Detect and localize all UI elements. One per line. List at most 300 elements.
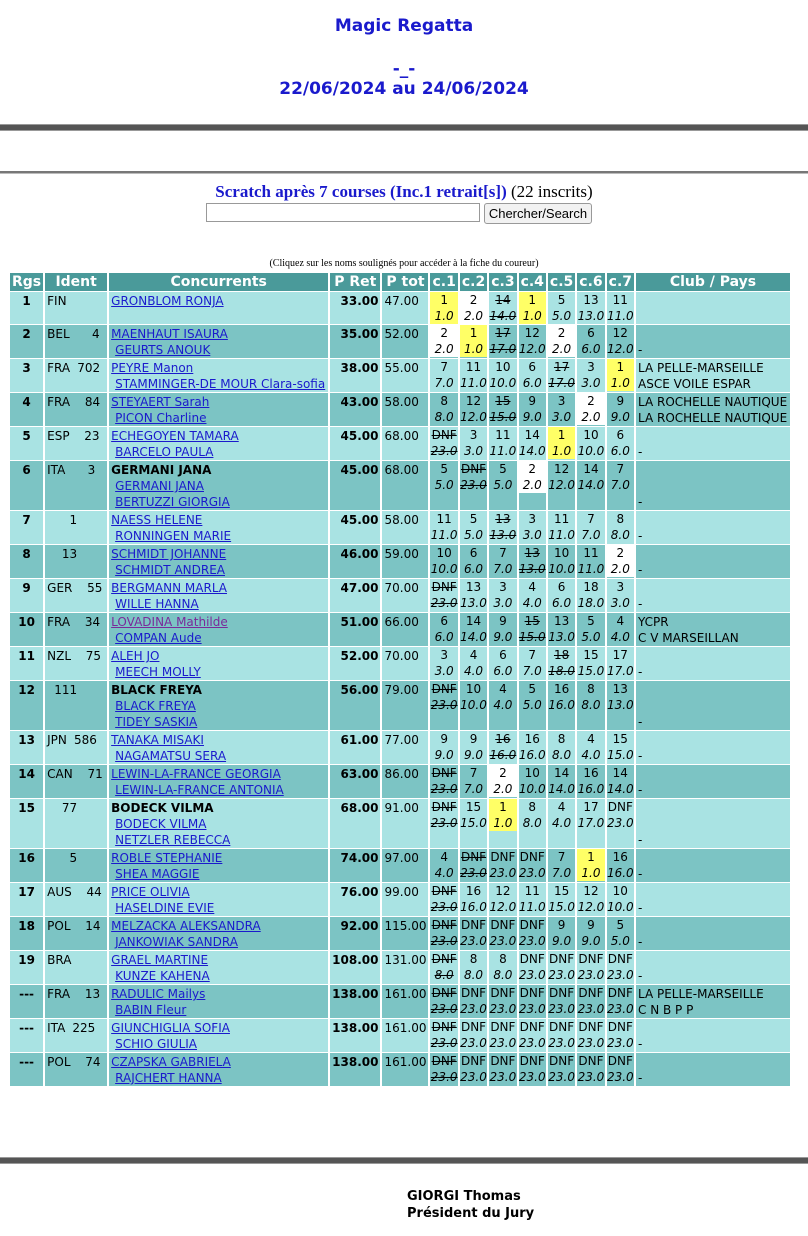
race-score: 9.0 <box>552 934 572 948</box>
race-score: 23.0 <box>489 1002 517 1016</box>
competitor-link[interactable]: LOVADINA Mathilde <box>111 615 228 629</box>
competitor-link[interactable]: RONNINGEN MARIE <box>115 529 232 543</box>
race-score: 15.0 <box>577 664 605 678</box>
competitors-cell <box>109 731 328 764</box>
race-score: 5.0 <box>434 478 454 492</box>
race-place: 17 <box>612 648 628 662</box>
competitor-link[interactable]: RAJCHERT HANNA <box>115 1071 222 1085</box>
club-cell <box>636 545 790 578</box>
rank-cell: 1 <box>10 292 43 324</box>
competitor-link[interactable]: NAESS HELENE <box>111 513 203 527</box>
race-place: 12 <box>612 326 628 340</box>
competitors-cell <box>109 883 328 916</box>
competitors-cell <box>109 511 328 544</box>
col-header-ident: Ident <box>45 273 107 291</box>
race-result-cell <box>430 917 457 950</box>
race-place: 11 <box>524 884 540 898</box>
race-score: 15.0 <box>518 630 546 644</box>
competitor-link[interactable]: STEYAERT Sarah <box>111 395 210 409</box>
race-score: 9.0 <box>522 410 542 424</box>
footer-divider <box>0 1157 808 1164</box>
race-place: 5 <box>469 512 478 526</box>
crew-entry <box>111 986 326 1002</box>
crew-entry <box>111 664 326 680</box>
race-score: 23.0 <box>430 1036 458 1050</box>
competitor-link[interactable]: TANAKA MISAKI <box>111 733 204 747</box>
race-result-cell <box>548 731 575 764</box>
total-points-cell: 52.00 <box>382 325 428 358</box>
net-points-cell: 138.00 <box>330 1019 380 1052</box>
crew-entry <box>111 580 326 596</box>
rank-cell: 4 <box>10 393 43 426</box>
competitor-link[interactable]: PRICE OLIVIA <box>111 885 190 899</box>
race-score: 23.0 <box>518 934 546 948</box>
competitor-link[interactable]: LEWIN-LA-FRANCE ANTONIA <box>115 783 284 797</box>
nation-code: GER <box>47 581 73 595</box>
nation-code: JPN <box>47 733 67 747</box>
nation-code: FRA <box>47 615 71 629</box>
race-score: 23.0 <box>548 1036 575 1050</box>
net-points-cell: 51.00 <box>330 613 380 646</box>
competitor-link[interactable]: PEYRE Manon <box>111 361 194 375</box>
net-points-cell: 52.00 <box>330 647 380 680</box>
race-score: 5.0 <box>463 528 484 542</box>
competitor-link[interactable]: ALEH JO <box>111 649 160 663</box>
competitor-link[interactable]: BERTUZZI GIORGIA <box>115 495 230 509</box>
net-points-cell: 45.00 <box>330 511 380 544</box>
competitor-link[interactable]: SHEA MAGGIE <box>115 867 200 881</box>
race-score: 23.0 <box>548 1070 575 1084</box>
race-score: 9.0 <box>493 630 513 644</box>
rank-cell: --- <box>10 1053 43 1086</box>
table-row <box>10 325 790 358</box>
race-score: 15.0 <box>489 410 517 424</box>
race-result-cell <box>577 799 604 848</box>
col-header-race-3: c.3 <box>491 274 515 290</box>
rank-cell: 12 <box>10 681 43 730</box>
race-score: 23.0 <box>460 1036 487 1050</box>
race-result-cell <box>607 951 634 984</box>
race-place: 9 <box>557 918 566 932</box>
race-place: DNF <box>607 952 633 966</box>
race-score: 4.0 <box>493 698 513 712</box>
race-score: 23.0 <box>460 1002 487 1016</box>
race-score: 2.0 <box>577 409 604 425</box>
race-score: 6.0 <box>610 444 630 458</box>
competitor-link[interactable]: BERGMANN MARLA <box>111 581 227 595</box>
race-score: 23.0 <box>489 1036 517 1050</box>
competitor-link[interactable]: SCHMIDT ANDREA <box>115 563 225 577</box>
race-place: 1 <box>430 292 457 308</box>
race-place: 11 <box>612 293 628 307</box>
total-points-cell: 115.00 <box>382 917 428 950</box>
sail-number: 586 <box>74 733 97 747</box>
rank-cell: 5 <box>10 427 43 460</box>
race-place: 13 <box>583 293 599 307</box>
race-result-cell <box>489 359 516 392</box>
competitor-link[interactable]: GIUNCHIGLIA SOFIA <box>111 1021 230 1035</box>
race-place: DNF <box>431 580 457 594</box>
competitor-link[interactable]: NETZLER REBECCA <box>115 833 231 847</box>
competitor-link[interactable]: BODECK VILMA <box>115 817 207 831</box>
competitor-link[interactable]: BABIN Fleur <box>115 1003 187 1017</box>
rank-cell: 15 <box>10 799 43 848</box>
regatta-title: Magic Regatta <box>334 16 474 36</box>
race-result-cell <box>577 427 604 460</box>
club-name <box>638 1020 788 1036</box>
rank-cell: 2 <box>10 325 43 358</box>
race-score: 1.0 <box>548 443 575 459</box>
crew-entry <box>111 630 326 646</box>
competitor-link[interactable]: GRONBLOM RONJA <box>111 294 224 308</box>
club-name: - <box>638 597 643 611</box>
competitor-link[interactable]: STAMMINGER-DE MOUR Clara-sofia <box>115 377 326 391</box>
col-header-race-1: c.1 <box>432 274 456 290</box>
race-place: DNF <box>431 952 457 966</box>
total-points-cell: 58.00 <box>382 393 428 426</box>
race-result-cell <box>519 951 546 984</box>
race-result-cell <box>519 1053 546 1086</box>
race-score: 23.0 <box>460 934 487 948</box>
race-score: 5.0 <box>522 698 542 712</box>
race-place: 10 <box>583 428 599 442</box>
race-result-cell <box>430 325 457 358</box>
club-name: - <box>638 969 643 983</box>
net-points-cell: 74.00 <box>330 849 380 882</box>
club-name: LA PELLE-MARSEILLE <box>638 361 764 375</box>
race-result-cell <box>460 883 487 916</box>
race-result-cell <box>548 799 575 848</box>
competitor-link[interactable]: SCHMIDT JOHANNE <box>111 547 227 561</box>
ident-cell <box>45 647 107 680</box>
race-place: DNF <box>549 1054 575 1068</box>
race-result-cell <box>607 359 634 392</box>
search-button[interactable]: Chercher/Search <box>484 203 592 224</box>
net-points-cell: 45.00 <box>330 427 380 460</box>
race-score: 14.0 <box>518 444 546 458</box>
competitor-link[interactable]: GERMANI JANA <box>115 479 204 493</box>
race-result-cell <box>460 545 487 578</box>
race-result-cell <box>607 799 634 848</box>
table-row <box>10 511 790 544</box>
crew-entry <box>111 884 326 900</box>
club-name <box>638 816 788 832</box>
race-score: 2.0 <box>430 341 457 357</box>
rank-cell: 8 <box>10 545 43 578</box>
race-place: DNF <box>578 1020 604 1034</box>
jury-president-name: GIORGI Thomas <box>407 1189 521 1204</box>
race-score: 16.0 <box>577 782 605 796</box>
race-place: DNF <box>519 1020 545 1034</box>
race-score: 11.0 <box>460 376 487 390</box>
club-cell <box>636 849 790 882</box>
race-score: 8.0 <box>522 816 542 830</box>
race-score: 5.0 <box>581 630 601 644</box>
club-cell <box>636 359 790 392</box>
competitor-link[interactable]: CZAPSKA GABRIELA <box>111 1055 231 1069</box>
race-result-cell <box>607 849 634 882</box>
search-input[interactable] <box>206 203 480 222</box>
race-place: 9 <box>587 918 595 932</box>
competitors-cell <box>109 681 328 730</box>
race-place: 8 <box>528 800 537 814</box>
club-name: C N B P P <box>638 1003 694 1017</box>
race-place: 14 <box>465 614 482 628</box>
race-score: 23.0 <box>577 1002 605 1016</box>
race-score: 1.0 <box>519 308 546 324</box>
crew-entry <box>111 816 326 832</box>
race-place: 3 <box>616 580 625 594</box>
competitor-link[interactable]: COMPAN Aude <box>115 631 202 645</box>
race-result-cell <box>607 461 634 510</box>
col-header-race-2: c.2 <box>461 274 486 290</box>
race-result-cell <box>577 292 604 324</box>
race-result-cell <box>460 579 487 612</box>
competitor-link[interactable]: KUNZE KAHENA <box>115 969 210 983</box>
race-result-cell <box>519 647 546 680</box>
race-score: 23.0 <box>577 1070 605 1084</box>
race-result-cell <box>489 951 516 984</box>
race-score: 13.0 <box>606 698 634 712</box>
club-cell <box>636 985 790 1018</box>
race-result-cell <box>519 849 546 882</box>
sail-number: 23 <box>84 429 100 443</box>
competitor-link[interactable]: RADULIC Mailys <box>111 987 206 1001</box>
race-result-cell <box>430 849 457 882</box>
race-place: 2 <box>460 292 487 308</box>
race-result-cell <box>519 917 546 950</box>
club-name <box>638 884 788 900</box>
competitor-link[interactable]: BARCELO PAULA <box>115 445 214 459</box>
total-points-cell: 161.00 <box>382 1053 428 1086</box>
total-points-cell: 66.00 <box>382 613 428 646</box>
race-result-cell <box>519 545 546 578</box>
table-row <box>10 545 790 578</box>
competitor-link[interactable]: MEECH MOLLY <box>115 665 201 679</box>
race-result-cell <box>548 461 575 510</box>
competitor-link[interactable]: GEURTS ANOUK <box>115 343 211 357</box>
ident-cell <box>45 849 107 882</box>
race-place: DNF <box>460 850 487 864</box>
net-points-cell: 43.00 <box>330 393 380 426</box>
table-row <box>10 799 790 848</box>
sail-number: 71 <box>87 767 103 781</box>
total-points-cell: 161.00 <box>382 1019 428 1052</box>
race-result-cell <box>489 579 516 612</box>
race-score: 23.0 <box>606 1002 634 1016</box>
race-score: 5.0 <box>493 478 513 492</box>
sail-number: 702 <box>77 361 101 375</box>
race-result-cell <box>607 613 634 646</box>
ident-cell <box>45 325 107 358</box>
total-points-cell: 55.00 <box>382 359 428 392</box>
race-result-cell <box>548 985 575 1018</box>
boat-name: BLACK FREYA <box>111 683 202 697</box>
race-score: 5.0 <box>610 934 630 948</box>
race-place: 6 <box>440 614 448 628</box>
race-place: DNF <box>431 766 457 780</box>
race-result-cell <box>519 359 546 392</box>
race-score: 9.0 <box>581 934 601 948</box>
club-name: C V MARSEILLAN <box>638 631 739 645</box>
nation-code: AUS <box>47 885 72 899</box>
race-place: DNF <box>519 1054 545 1068</box>
competitor-link[interactable]: LEWIN-LA-FRANCE GEORGIA <box>111 767 281 781</box>
total-points-cell: 161.00 <box>382 985 428 1018</box>
total-points-cell: 70.00 <box>382 647 428 680</box>
crew-entry <box>111 512 326 528</box>
race-place: 17 <box>553 360 570 374</box>
race-result-cell <box>519 325 546 358</box>
race-score: 12.0 <box>460 410 487 424</box>
race-result-cell <box>577 1019 604 1052</box>
race-result-cell <box>430 681 457 730</box>
race-result-cell <box>460 731 487 764</box>
club-name <box>638 766 788 782</box>
race-place: 9 <box>440 732 448 746</box>
race-score: 10.0 <box>518 782 546 796</box>
crew-entry <box>111 1002 326 1018</box>
total-points-cell: 68.00 <box>382 427 428 460</box>
nation-code: POL <box>47 919 71 933</box>
race-place: 3 <box>440 648 448 662</box>
competitor-link[interactable]: MELZACKA ALEKSANDRA <box>111 919 261 933</box>
race-result-cell <box>430 731 457 764</box>
race-result-cell <box>577 985 604 1018</box>
race-score: 2.0 <box>548 341 575 357</box>
race-place: 11 <box>583 546 599 560</box>
race-score: 23.0 <box>518 1036 546 1050</box>
competitor-link[interactable]: ROBLE STEPHANIE <box>111 851 223 865</box>
race-score: 23.0 <box>460 478 487 492</box>
race-result-cell <box>607 545 634 578</box>
race-score: 13.0 <box>548 630 575 644</box>
race-place: 4 <box>528 580 537 594</box>
race-score: 16.0 <box>489 748 517 762</box>
club-name <box>638 580 788 596</box>
club-cell <box>636 325 790 358</box>
regatta-header <box>0 16 808 100</box>
race-result-cell <box>548 647 575 680</box>
race-score: 6.0 <box>463 562 484 576</box>
competitor-link[interactable]: HASELDINE EVIE <box>115 901 215 915</box>
club-cell <box>636 461 790 510</box>
total-points-cell: 79.00 <box>382 681 428 730</box>
club-cell <box>636 579 790 612</box>
race-place: 16 <box>465 884 482 898</box>
race-score: 23.0 <box>460 866 487 880</box>
race-place: 8 <box>499 952 507 966</box>
race-score: 15.0 <box>606 748 634 762</box>
race-result-cell <box>460 461 487 510</box>
race-result-cell <box>519 1019 546 1052</box>
race-place: 4 <box>469 648 478 662</box>
race-score: 10.0 <box>430 562 458 576</box>
ident-cell <box>45 511 107 544</box>
race-score: 16.0 <box>606 866 634 880</box>
race-result-cell <box>460 917 487 950</box>
race-result-cell <box>430 1019 457 1052</box>
competitor-link[interactable]: SCHIO GIULIA <box>115 1037 198 1051</box>
race-result-cell <box>430 985 457 1018</box>
competitor-link[interactable]: PICON Charline <box>115 411 207 425</box>
club-name: - <box>638 935 643 949</box>
race-score: 23.0 <box>430 698 458 712</box>
crew-entry <box>111 546 326 562</box>
race-place: 11 <box>465 360 482 374</box>
table-row <box>10 427 790 460</box>
race-score: 14.0 <box>548 782 575 796</box>
race-result-cell <box>460 325 487 358</box>
table-row <box>10 1053 790 1086</box>
club-name: - <box>638 563 643 577</box>
competitor-link[interactable]: WILLE HANNA <box>115 597 199 611</box>
race-result-cell <box>430 427 457 460</box>
rank-cell: 13 <box>10 731 43 764</box>
race-result-cell <box>489 731 516 764</box>
race-result-cell <box>460 511 487 544</box>
ident-cell <box>45 765 107 798</box>
race-score: 17.0 <box>577 816 605 830</box>
crew-entry <box>111 952 326 968</box>
nation-code: NZL <box>47 649 72 663</box>
race-score: 1.0 <box>489 815 516 831</box>
race-score: 7.0 <box>463 782 484 796</box>
race-place: 1 <box>607 359 634 375</box>
table-row <box>10 1019 790 1052</box>
rank-cell: 17 <box>10 883 43 916</box>
competitor-link[interactable]: TIDEY SASKIA <box>115 715 198 729</box>
race-result-cell <box>577 647 604 680</box>
race-result-cell <box>519 765 546 798</box>
club-name <box>638 428 788 444</box>
race-place: 13 <box>495 512 511 526</box>
race-result-cell <box>577 613 604 646</box>
race-result-cell <box>489 613 516 646</box>
race-score: 16.0 <box>548 698 575 712</box>
competitor-link[interactable]: NAGAMATSU SERA <box>115 749 227 763</box>
competitor-link[interactable]: JANKOWIAK SANDRA <box>115 935 238 949</box>
race-result-cell <box>430 951 457 984</box>
race-result-cell <box>519 883 546 916</box>
club-cell <box>636 731 790 764</box>
competitors-cell <box>109 545 328 578</box>
club-name: - <box>638 343 643 357</box>
race-place: 18 <box>553 648 570 662</box>
race-place: 5 <box>499 462 507 476</box>
crew-entry <box>111 1054 326 1070</box>
race-place: 16 <box>583 766 599 780</box>
club-name <box>638 918 788 934</box>
competitor-link[interactable]: GRAEL MARTINE <box>111 953 209 967</box>
race-score: 23.0 <box>548 968 575 982</box>
table-row <box>10 883 790 916</box>
club-name: - <box>638 749 643 763</box>
competitor-link[interactable]: MAENHAUT ISAURA <box>111 327 228 341</box>
race-score: 2.0 <box>489 781 516 797</box>
race-result-cell <box>607 985 634 1018</box>
nation-code: ITA <box>47 463 66 477</box>
race-result-cell <box>607 579 634 612</box>
competitor-link[interactable]: ECHEGOYEN TAMARA <box>111 429 239 443</box>
race-score: 11.0 <box>518 900 546 914</box>
total-points-cell: 58.00 <box>382 511 428 544</box>
race-result-cell <box>519 511 546 544</box>
race-score: 6.0 <box>552 596 572 610</box>
ident-cell <box>45 951 107 984</box>
race-score: 8.0 <box>610 528 630 542</box>
competitor-link[interactable]: BLACK FREYA <box>115 699 196 713</box>
